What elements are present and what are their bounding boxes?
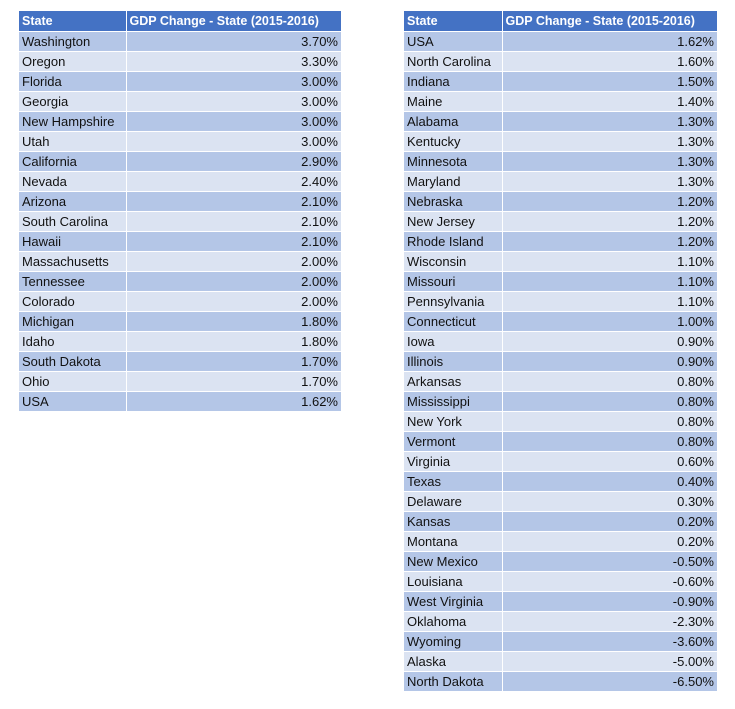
state-name-cell: Maine [404,92,502,112]
gdp-change-cell: 1.10% [502,292,717,312]
state-name-cell: Hawaii [19,232,126,252]
state-name-cell: Pennsylvania [404,292,502,312]
gdp-change-cell: 1.20% [502,232,717,252]
table-row [19,92,341,112]
gdp-change-cell: 2.00% [126,272,341,292]
gdp-change-cell: 3.30% [126,52,341,72]
gdp-change-cell: 1.70% [126,372,341,392]
table-row [404,552,717,572]
gdp-change-cell: 0.80% [502,432,717,452]
state-name-cell: Rhode Island [404,232,502,252]
state-name-cell: Minnesota [404,152,502,172]
table-row [404,252,717,272]
table-body [404,32,717,692]
gdp-change-cell: 0.60% [502,452,717,472]
state-name-cell: Oregon [19,52,126,72]
table-row [19,332,341,352]
gdp-change-cell: 2.10% [126,212,341,232]
table-row [404,212,717,232]
state-name-cell: Kentucky [404,132,502,152]
gdp-change-cell: 2.00% [126,292,341,312]
state-name-cell: Massachusetts [19,252,126,272]
state-name-cell: Montana [404,532,502,552]
state-name-cell: Wisconsin [404,252,502,272]
state-name-cell: New Mexico [404,552,502,572]
table-body [19,32,341,412]
state-name-cell: Florida [19,72,126,92]
table-row [404,332,717,352]
gdp-change-cell: -6.50% [502,672,717,692]
table-row [19,212,341,232]
table-row [404,652,717,672]
state-name-cell: Arkansas [404,372,502,392]
state-name-cell: West Virginia [404,592,502,612]
gdp-change-cell: 3.70% [126,32,341,52]
gdp-change-cell: 0.80% [502,412,717,432]
table-row [404,72,717,92]
state-name-cell: Washington [19,32,126,52]
gdp-change-cell: 1.20% [502,192,717,212]
state-name-cell: Arizona [19,192,126,212]
state-name-cell: Missouri [404,272,502,292]
table-row [404,372,717,392]
state-name-cell: Illinois [404,352,502,372]
column-header-state: State [404,11,502,32]
state-name-cell: Michigan [19,312,126,332]
table-row [19,72,341,92]
state-name-cell: Oklahoma [404,612,502,632]
state-name-cell: USA [404,32,502,52]
gdp-change-cell: 1.40% [502,92,717,112]
table-row [404,512,717,532]
gdp-change-cell: 1.50% [502,72,717,92]
gdp-table-right [404,11,718,691]
table-row [19,352,341,372]
table-row [404,412,717,432]
state-name-cell: Idaho [19,332,126,352]
state-name-cell: Georgia [19,92,126,112]
gdp-change-cell: -0.90% [502,592,717,612]
gdp-change-cell: 2.00% [126,252,341,272]
table-row [404,292,717,312]
table-row [19,392,341,412]
column-header-gdp-change: GDP Change - State (2015-2016) [502,11,717,32]
state-name-cell: New Hampshire [19,112,126,132]
state-name-cell: Nevada [19,172,126,192]
table-row [19,312,341,332]
gdp-change-cell: 3.00% [126,92,341,112]
state-name-cell: New York [404,412,502,432]
gdp-change-cell: 1.00% [502,312,717,332]
state-name-cell: Texas [404,472,502,492]
gdp-change-cell: 1.62% [502,32,717,52]
state-name-cell: Wyoming [404,632,502,652]
state-name-cell: Vermont [404,432,502,452]
table-row [404,172,717,192]
gdp-change-cell: 0.40% [502,472,717,492]
table-row [19,112,341,132]
gdp-change-cell: 1.30% [502,152,717,172]
gdp-change-cell: 1.80% [126,312,341,332]
table-row [404,392,717,412]
column-header-state: State [19,11,126,32]
gdp-change-cell: 1.80% [126,332,341,352]
gdp-change-cell: 3.00% [126,72,341,92]
gdp-change-cell: 2.40% [126,172,341,192]
gdp-change-cell: 2.10% [126,232,341,252]
gdp-change-cell: 0.80% [502,372,717,392]
table-row [404,472,717,492]
table-row [404,32,717,52]
state-name-cell: Louisiana [404,572,502,592]
table-row [19,132,341,152]
table-row [404,632,717,652]
gdp-change-cell: -5.00% [502,652,717,672]
table-row [19,232,341,252]
state-name-cell: South Dakota [19,352,126,372]
gdp-change-cell: 2.90% [126,152,341,172]
table-row [404,352,717,372]
gdp-change-cell: 0.90% [502,352,717,372]
gdp-change-cell: 1.30% [502,172,717,192]
table-row [404,432,717,452]
state-name-cell: USA [19,392,126,412]
gdp-change-cell: 1.70% [126,352,341,372]
gdp-change-cell: 0.80% [502,392,717,412]
table-row [404,592,717,612]
gdp-table-left [19,11,342,411]
state-name-cell: North Dakota [404,672,502,692]
table-row [404,112,717,132]
gdp-change-cell: -3.60% [502,632,717,652]
state-name-cell: Indiana [404,72,502,92]
state-name-cell: North Carolina [404,52,502,72]
state-name-cell: Mississippi [404,392,502,412]
gdp-change-cell: 2.10% [126,192,341,212]
gdp-change-cell: -0.50% [502,552,717,572]
gdp-change-cell: 0.20% [502,532,717,552]
table-row [404,132,717,152]
table-row [19,372,341,392]
table-row [19,292,341,312]
gdp-change-cell: 1.10% [502,252,717,272]
table-row [404,572,717,592]
table-row [404,92,717,112]
gdp-change-cell: 0.20% [502,512,717,532]
table-row [19,32,341,52]
gdp-change-cell: 3.00% [126,112,341,132]
gdp-change-cell: 1.30% [502,112,717,132]
table-row [404,152,717,172]
state-name-cell: Utah [19,132,126,152]
table-row [19,192,341,212]
table-row [19,252,341,272]
table-row [404,532,717,552]
gdp-change-cell: 1.62% [126,392,341,412]
gdp-change-cell: 3.00% [126,132,341,152]
gdp-change-cell: 1.30% [502,132,717,152]
table-header-row [404,11,717,32]
table-row [19,172,341,192]
state-name-cell: Colorado [19,292,126,312]
gdp-change-cell: 0.30% [502,492,717,512]
gdp-change-cell: 1.20% [502,212,717,232]
column-header-gdp-change: GDP Change - State (2015-2016) [126,11,341,32]
state-name-cell: Connecticut [404,312,502,332]
table-row [19,272,341,292]
state-name-cell: Tennessee [19,272,126,292]
table-row [404,492,717,512]
state-name-cell: Kansas [404,512,502,532]
table-row [404,52,717,72]
table-row [404,452,717,472]
state-name-cell: Ohio [19,372,126,392]
table-row [404,612,717,632]
table-row [19,152,341,172]
gdp-change-cell: 0.90% [502,332,717,352]
table-row [404,232,717,252]
table-row [19,52,341,72]
state-name-cell: Maryland [404,172,502,192]
gdp-change-cell: -0.60% [502,572,717,592]
state-name-cell: California [19,152,126,172]
state-name-cell: Virginia [404,452,502,472]
table-row [404,192,717,212]
table-header-row [19,11,341,32]
state-name-cell: South Carolina [19,212,126,232]
state-name-cell: Nebraska [404,192,502,212]
state-name-cell: New Jersey [404,212,502,232]
state-name-cell: Delaware [404,492,502,512]
table-row [404,272,717,292]
state-name-cell: Alabama [404,112,502,132]
table-row [404,312,717,332]
gdp-change-cell: -2.30% [502,612,717,632]
gdp-change-cell: 1.10% [502,272,717,292]
gdp-change-cell: 1.60% [502,52,717,72]
table-row [404,672,717,692]
state-name-cell: Iowa [404,332,502,352]
state-name-cell: Alaska [404,652,502,672]
